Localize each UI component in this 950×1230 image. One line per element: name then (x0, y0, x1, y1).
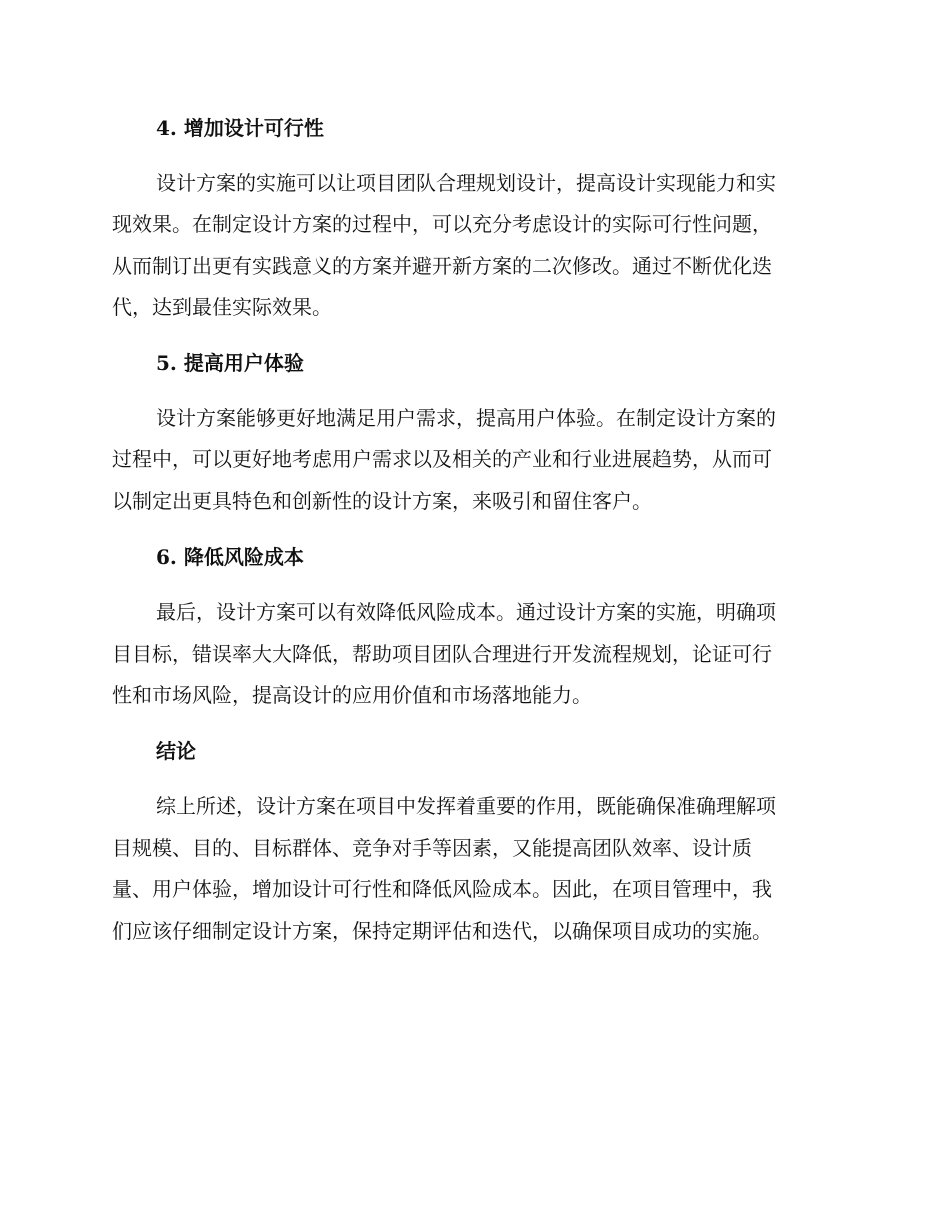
paragraph-line: 代，达到最佳实际效果。 (112, 295, 332, 319)
section-heading-conclusion: 结论 (156, 739, 196, 763)
section-heading-6: 6. 降低风险成本 (156, 545, 304, 569)
paragraph-line: 目目标，错误率大大降低，帮助项目团队合理进行开发流程规划，论证可行 (112, 642, 772, 666)
paragraph-line: 以制定出更具特色和创新性的设计方案，来吸引和留住客户。 (112, 489, 652, 513)
paragraph-line: 从而制订出更有实践意义的方案并避开新方案的二次修改。通过不断优化迭 (112, 254, 772, 278)
paragraph-line: 目规模、目的、目标群体、竞争对手等因素，又能提高团队效率、设计质 (112, 836, 752, 860)
section-heading-5: 5. 提高用户体验 (156, 351, 304, 375)
section-heading-4: 4. 增加设计可行性 (156, 116, 324, 140)
paragraph-line: 过程中，可以更好地考虑用户需求以及相关的产业和行业进展趋势，从而可 (112, 447, 772, 471)
paragraph-line: 设计方案的实施可以让项目团队合理规划设计，提高设计实现能力和实 (156, 171, 776, 195)
paragraph-line: 量、用户体验，增加设计可行性和降低风险成本。因此，在项目管理中，我 (112, 877, 772, 901)
paragraph-line: 性和市场风险，提高设计的应用价值和市场落地能力。 (112, 683, 592, 707)
paragraph-line: 综上所述，设计方案在项目中发挥着重要的作用，既能确保准确理解项 (156, 794, 776, 818)
paragraph-line: 们应该仔细制定设计方案，保持定期评估和迭代，以确保项目成功的实施。 (112, 919, 772, 943)
paragraph-line: 现效果。在制定设计方案的过程中，可以充分考虑设计的实际可行性问题， (112, 212, 772, 236)
paragraph-line: 设计方案能够更好地满足用户需求，提高用户体验。在制定设计方案的 (156, 406, 776, 430)
paragraph-line: 最后，设计方案可以有效降低风险成本。通过设计方案的实施，明确项 (156, 600, 776, 624)
